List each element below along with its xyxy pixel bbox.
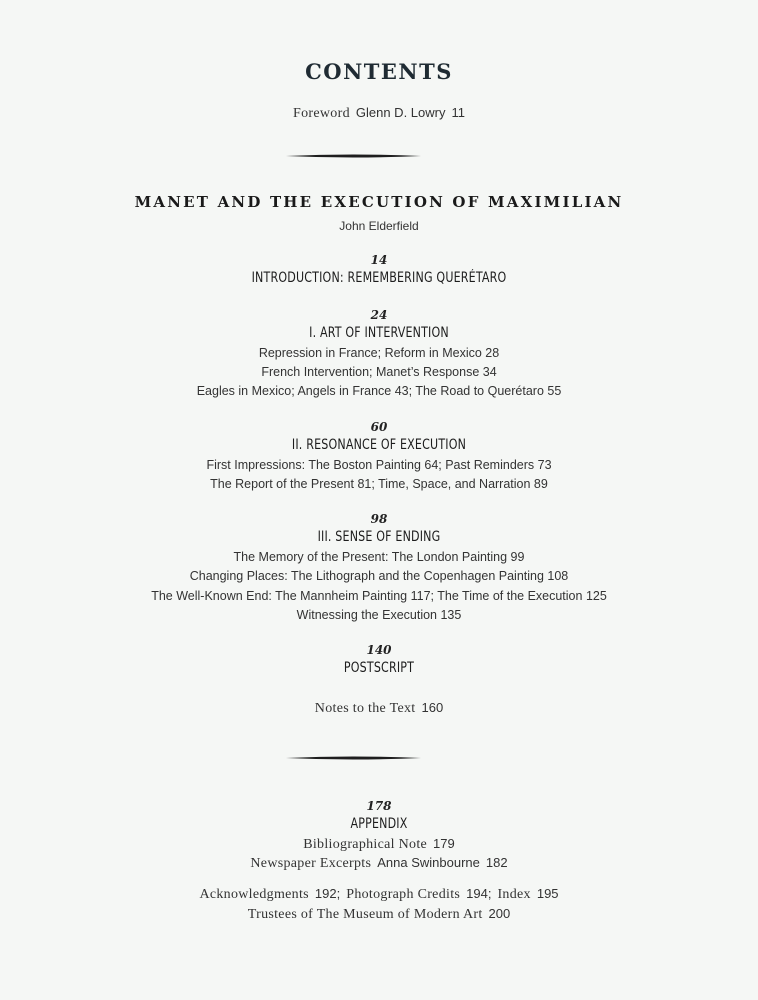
divider-rule-2 <box>286 756 421 760</box>
newspaper-excerpts-label: Newspaper Excerpts <box>250 856 372 871</box>
bibliographical-note-label: Bibliographical Note <box>303 837 428 852</box>
foreword-page: 11 <box>451 105 465 120</box>
subsection-item[interactable]: First Impressions: The Boston Painting 64; Past Reminders 73 <box>206 458 552 472</box>
subsection-item[interactable]: Eagles in Mexico; Angels in France 43; The Road to Querétaro 55 <box>196 384 562 398</box>
essay-title: MANET AND THE EXECUTION OF MAXIMILIAN <box>134 193 624 211</box>
foreword-label: Foreword <box>293 106 350 121</box>
trustees-entry[interactable] <box>0 907 758 922</box>
section-page-number: 98 <box>370 512 388 526</box>
subsection-item[interactable]: French Intervention; Manet’s Response 34 <box>261 365 497 379</box>
backmatter-entry[interactable] <box>0 887 758 902</box>
notes-page: 160 <box>421 700 444 715</box>
section-page-number: 140 <box>366 643 392 657</box>
appendix-title[interactable]: APPENDIX <box>350 816 408 832</box>
subsection-item[interactable]: Witnessing the Execution 135 <box>296 608 462 622</box>
bibliographical-note-page: 179 <box>433 836 455 851</box>
essay-author: John Elderfield <box>339 219 419 233</box>
index-label: Index <box>497 887 531 902</box>
photograph-credits-page: 194; <box>466 886 492 901</box>
section-title-part-2[interactable]: II. RESONANCE OF EXECUTION <box>291 437 467 453</box>
subsection-item[interactable]: The Report of the Present 81; Time, Space, and Narration 89 <box>210 477 548 491</box>
divider-rule-1 <box>286 154 421 158</box>
section-title-part-3[interactable]: III. SENSE OF ENDING <box>317 529 441 545</box>
newspaper-excerpts-entry[interactable] <box>0 856 758 871</box>
section-page-number: 24 <box>370 308 388 322</box>
section-page-number: 14 <box>370 253 388 267</box>
foreword-entry[interactable] <box>0 106 758 121</box>
acknowledgments-label: Acknowledgments <box>199 887 309 902</box>
section-title-introduction[interactable]: INTRODUCTION: REMEMBERING QUERÉTARO <box>251 270 507 286</box>
bibliographical-note-entry[interactable] <box>0 837 758 852</box>
appendix-page-number: 178 <box>366 799 392 813</box>
section-title-part-1[interactable]: I. ART OF INTERVENTION <box>309 325 449 341</box>
notes-entry[interactable] <box>0 701 758 716</box>
notes-label: Notes to the Text <box>314 701 416 716</box>
newspaper-excerpts-author: Anna Swinbourne <box>377 855 480 870</box>
subsection-item[interactable]: The Memory of the Present: The London Painting 99 <box>233 550 525 564</box>
trustees-label: Trustees of The Museum of Modern Art <box>247 907 483 922</box>
section-page-number: 60 <box>370 420 388 434</box>
acknowledgments-page: 192; <box>314 886 341 901</box>
index-page: 195 <box>536 886 559 901</box>
trustees-page: 200 <box>488 906 511 921</box>
newspaper-excerpts-page: 182 <box>485 855 508 870</box>
photograph-credits-label: Photograph Credits <box>346 887 461 902</box>
subsection-item[interactable]: Changing Places: The Lithograph and the Copenhagen Painting 108 <box>189 569 569 583</box>
page-title: CONTENTS <box>305 59 453 84</box>
subsection-item[interactable]: The Well-Known End: The Mannheim Painting 117; The Time of the Execution 125 <box>151 589 607 603</box>
section-title-postscript[interactable]: POSTSCRIPT <box>343 660 415 676</box>
subsection-item[interactable]: Repression in France; Reform in Mexico 28 <box>258 346 500 360</box>
foreword-author: Glenn D. Lowry <box>355 105 446 120</box>
